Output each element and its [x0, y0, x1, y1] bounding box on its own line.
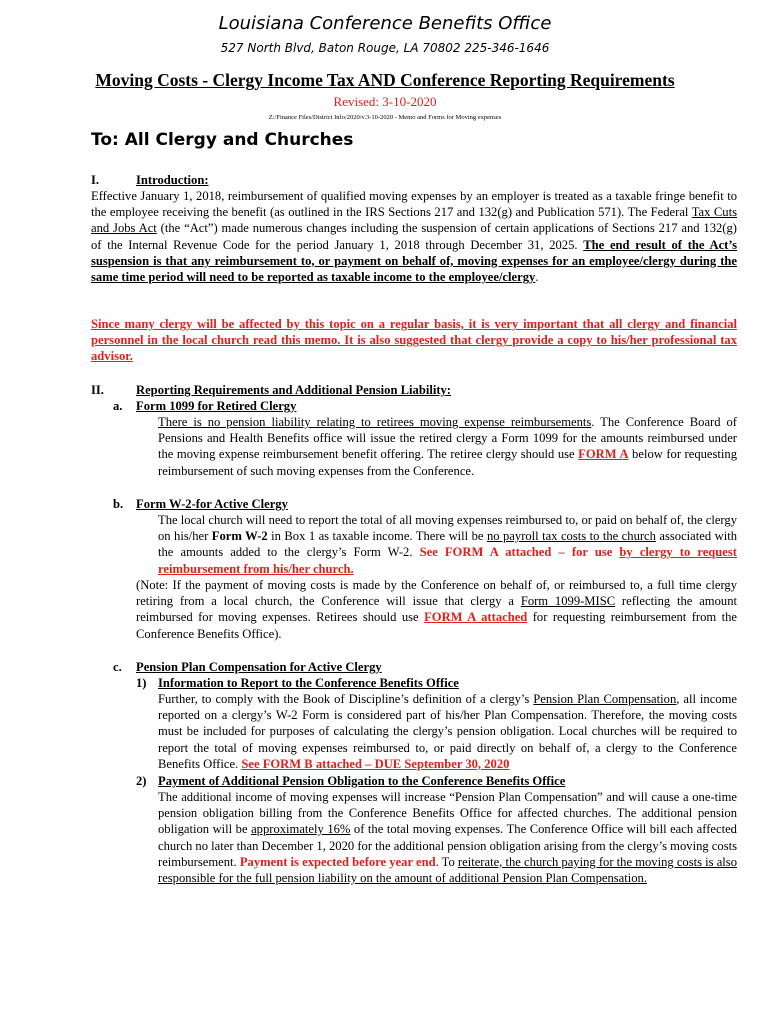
item-b-text-1: The local church will need to report the total of all moving expenses reimbursed to, or paid on behalf of, the clergy on his/her — [158, 513, 737, 544]
item-a-text-1: . The Conference Board of Pensions and Health Benefits office will issue the retired clergy a Form 1099 for the amounts reimbursed under the moving expense reimbursement benefit offering. The retiree clergy should use — [158, 415, 737, 462]
no-pension-liability-text: There is no pension liability relating to retirees moving expense reimbursements — [158, 415, 592, 429]
intro-text-1: Effective January 1, 2018, reimbursement of qualified moving expenses by an employer is treated as a taxable fringe benefit to the employee receiving the benefit (as outlined in the IRS Sections 217 and 132(g) and Publication 571). The Federal — [91, 189, 737, 220]
intro-text-2: (the “Act”) made numerous changes including the suspension of certain applications of Sections 217 and 132(g) of the Internal Revenue Code for the period January 1, 2018 through December 31, 2025. — [91, 221, 737, 252]
item-c2-heading: Payment of Additional Pension Obligation to the Conference Benefits Office — [158, 774, 566, 788]
office-address: 527 North Blvd, Baton Rouge, LA 70802 225-346-1646 — [220, 41, 550, 55]
revised-date: Revised: 3-10-2020 — [333, 94, 437, 109]
see-form-a-text: See FORM A attached – for use — [419, 545, 620, 560]
reiterate-text: reiterate, the church paying for the moving costs is also responsible for the full pension liability on the amount of additional Pension Plan Compensation. — [158, 854, 738, 886]
form-a-attached-reference: FORM A attached — [424, 610, 528, 625]
item-c1-number: 1) — [136, 676, 147, 690]
item-c-heading: Pension Plan Compensation for Active Clergy — [136, 660, 382, 674]
item-c-label: c. — [113, 660, 122, 674]
item-a-text-2: below for requesting reimbursement of such moving expenses from the Conference. — [158, 447, 737, 478]
intro-bold-text: The end result of the Act’s suspension is that any reimbursement to, or payment on behalf of, moving expenses for an employee/clergy during the same time period will need to be reported as taxable income to the employee/clergy — [91, 237, 737, 285]
memo-title: Moving Costs - Clergy Income Tax AND Conference Reporting Requirements — [95, 70, 675, 90]
section-1-heading: Introduction: — [136, 173, 209, 187]
form-b-due-date: See FORM B attached – DUE September 30, 2020 — [241, 756, 510, 771]
item-b-heading: Form W-2-for Active Clergy — [136, 497, 288, 511]
tax-cuts-act: Tax Cuts and Jobs Act — [91, 205, 737, 236]
form-1099-misc: Form 1099-MISC — [520, 594, 616, 609]
approximately-16-percent: approximately 16% — [251, 822, 351, 837]
pension-plan-compensation: Pension Plan Compensation — [533, 692, 677, 706]
section-2-number: II. — [91, 383, 104, 397]
form-w2: Form W-2 — [211, 529, 268, 544]
item-c2-number: 2) — [136, 774, 147, 788]
intro-end: . — [535, 270, 539, 285]
item-a-label: a. — [113, 399, 123, 413]
section-2-heading: Reporting Requirements and Additional Pension Liability: — [136, 383, 452, 397]
c2-text-2: of the total moving expenses. The Conference Office will bill each affected church no later than December 1, 2020 for the additional pension obligation arising from the clergy’s moving costs reimbursement. — [158, 822, 737, 869]
note-text-2: reflecting the amount reimbursed for moving expenses. Retirees should use — [136, 594, 737, 625]
item-a-paragraph — [158, 414, 737, 479]
item-b-text-3: associated with the amounts added to the clergy’s Form W-2. — [158, 529, 737, 560]
item-c1-paragraph — [158, 691, 737, 772]
section-1-number: I. — [91, 173, 100, 187]
office-name: Louisiana Conference Benefits Office — [218, 13, 552, 34]
form-a-reference: FORM A — [578, 447, 629, 462]
recipient-heading: To: All Clergy and Churches — [91, 130, 354, 150]
note-text-3: for requesting reimbursement from the Conference Benefits Office). — [136, 610, 738, 641]
item-b-paragraph — [158, 512, 737, 577]
note-text-1: (Note: If the payment of moving costs is made by the Conference on behalf of, or reimbursed to, a full time clergy retiring from a local church, the Conference will issue that clergy a — [136, 578, 737, 609]
item-b-text-2: in Box 1 as taxable income. There will be — [267, 529, 487, 544]
c2-text-1: The additional income of moving expenses will increase “Pension Plan Compensation” and will cause a one-time pension obligation billing from the Conference Benefits Office for affected churches. The additional pension obligation will be — [158, 790, 737, 837]
section-1-paragraph — [91, 188, 737, 285]
item-c2-paragraph — [158, 789, 737, 886]
c1-text-1: Further, to comply with the Book of Discipline’s definition of a clergy’s — [158, 692, 534, 706]
item-b-label: b. — [113, 497, 124, 511]
c1-text-2: , all income reported on a clergy’s W-2 Form is considered part of his/her Plan Compensation. Therefore, the moving costs must be included for purposes of calculating the clergy’s pension obligation. Local churches will be required to report the total of moving expenses reimbursed to, or paid directly on behalf of, a clergy to the Conference Benefits Office. — [158, 692, 737, 771]
warning-paragraph: Since many clergy will be affected by this topic on a regular basis, it is very important that all clergy and financial personnel in the local church read this memo. It is also suggested that clergy provide a copy to his/her professional tax advisor. — [91, 317, 737, 364]
c2-text-3: . To — [435, 854, 458, 869]
item-c1-heading: Information to Report to the Conference Benefits Office — [158, 676, 459, 690]
no-payroll-tax-text: no payroll tax costs to the church — [486, 529, 656, 544]
file-path: Z:/Finance Files/District Info/2020/v.3-10-2020 - Memo and Forms for Moving expenses — [268, 114, 502, 121]
request-reimbursement-text: by clergy to request reimbursement from his/her church. — [158, 545, 737, 576]
item-b-note — [136, 577, 737, 642]
payment-expected-text: Payment is expected before year end — [239, 854, 436, 869]
item-a-heading: Form 1099 for Retired Clergy — [136, 399, 297, 413]
